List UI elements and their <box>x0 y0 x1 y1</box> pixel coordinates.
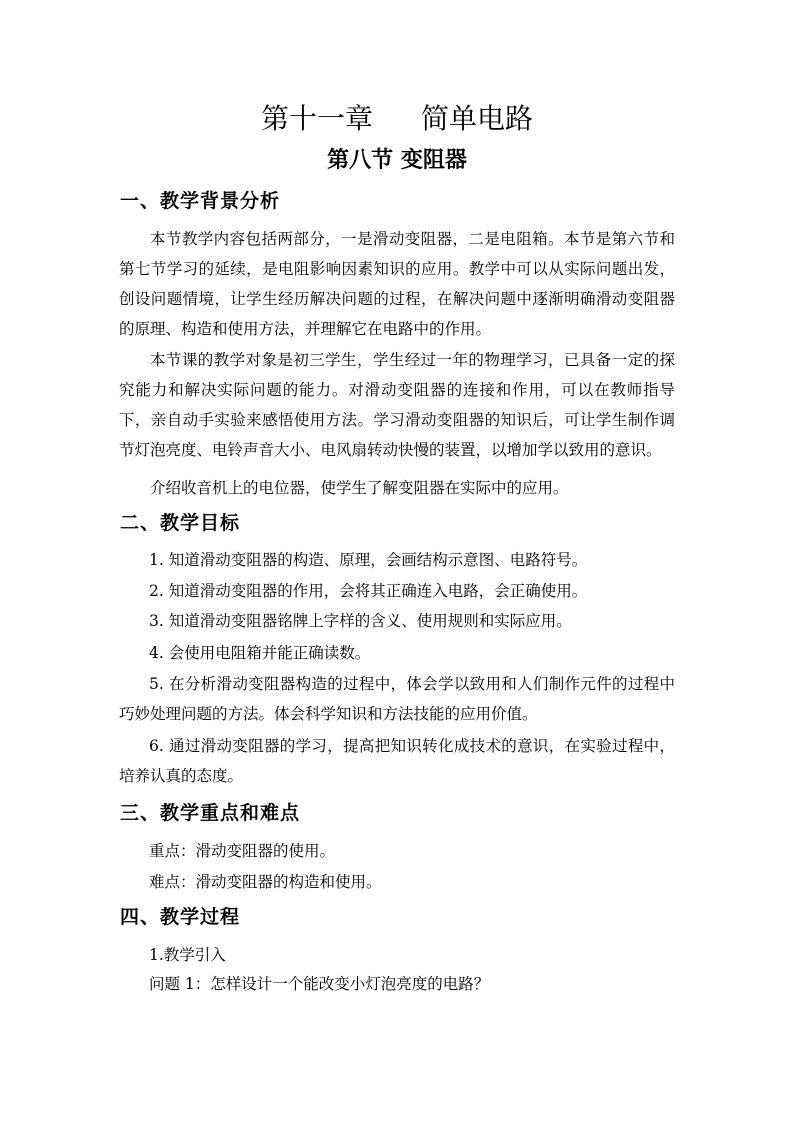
difficulty-point: 难点：滑动变阻器的构造和使用。 <box>149 873 382 891</box>
objective-item: 5. 在分析滑动变阻器构造的过程中，体会学以致用和人们制作元件的过程中巧妙处理问题的方法。体会科学知识和方法技能的应用价值。 <box>119 675 675 723</box>
paragraph-students: 本节课的教学对象是初三学生，学生经过一年的物理学习，已具备一定的探究能力和解决实际问题的能力。对滑动变阻器的连接和作用，可以在教师指导下，亲自动手实验来感悟使用方法。学习滑动变阻器的知识后，可让学生制作调节灯泡亮度、电铃声音大小、电风扇转动快慢的装置，以增加学以致用的意识。 <box>119 351 675 459</box>
objective-item: 1. 知道滑动变阻器的构造、原理，会画结构示意图、电路符号。 <box>149 551 588 569</box>
objective-item: 4. 会使用电阻箱并能正确读数。 <box>149 644 371 662</box>
paragraph-content-intro: 本节教学内容包括两部分，一是滑动变阻器，二是电阻箱。本节是第六节和第七节学习的延续，是电阻影响因素知识的应用。教学中可以从实际问题出发，创设问题情境，让学生经历解决问题的过程，在解决问题中逐渐明确滑动变阻器的原理、构造和使用方法，并理解它在电路中的作用。 <box>119 230 675 338</box>
objective-item: 6. 通过滑动变阻器的学习，提高把知识转化成技术的意识，在实验过程中，培养认真的态度。 <box>119 737 675 785</box>
section-title: 第八节 变阻器 <box>327 147 467 173</box>
heading-teaching-process: 四、教学过程 <box>120 906 241 928</box>
question-1: 问题 1：怎样设计一个能改变小灯泡亮度的电路？ <box>149 975 490 993</box>
objective-item: 3. 知道滑动变阻器铭牌上字样的含义、使用规则和实际应用。 <box>149 612 572 630</box>
chapter-name: 简单电路 <box>421 102 534 135</box>
paragraph-potentiometer: 介绍收音机上的电位器，使学生了解变阻器在实际中的应用。 <box>150 479 569 497</box>
subheading-introduction: 1.教学引入 <box>149 946 226 964</box>
key-point: 重点：滑动变阻器的使用。 <box>149 842 336 860</box>
objective-item: 2. 知道滑动变阻器的作用，会将其正确连入电路，会正确使用。 <box>149 582 588 600</box>
heading-key-points: 三、教学重点和难点 <box>120 802 301 824</box>
heading-background-analysis: 一、教学背景分析 <box>120 190 281 212</box>
heading-objectives: 二、教学目标 <box>120 512 241 534</box>
chapter-number: 第十一章 <box>260 102 373 135</box>
chapter-title <box>0 99 794 139</box>
